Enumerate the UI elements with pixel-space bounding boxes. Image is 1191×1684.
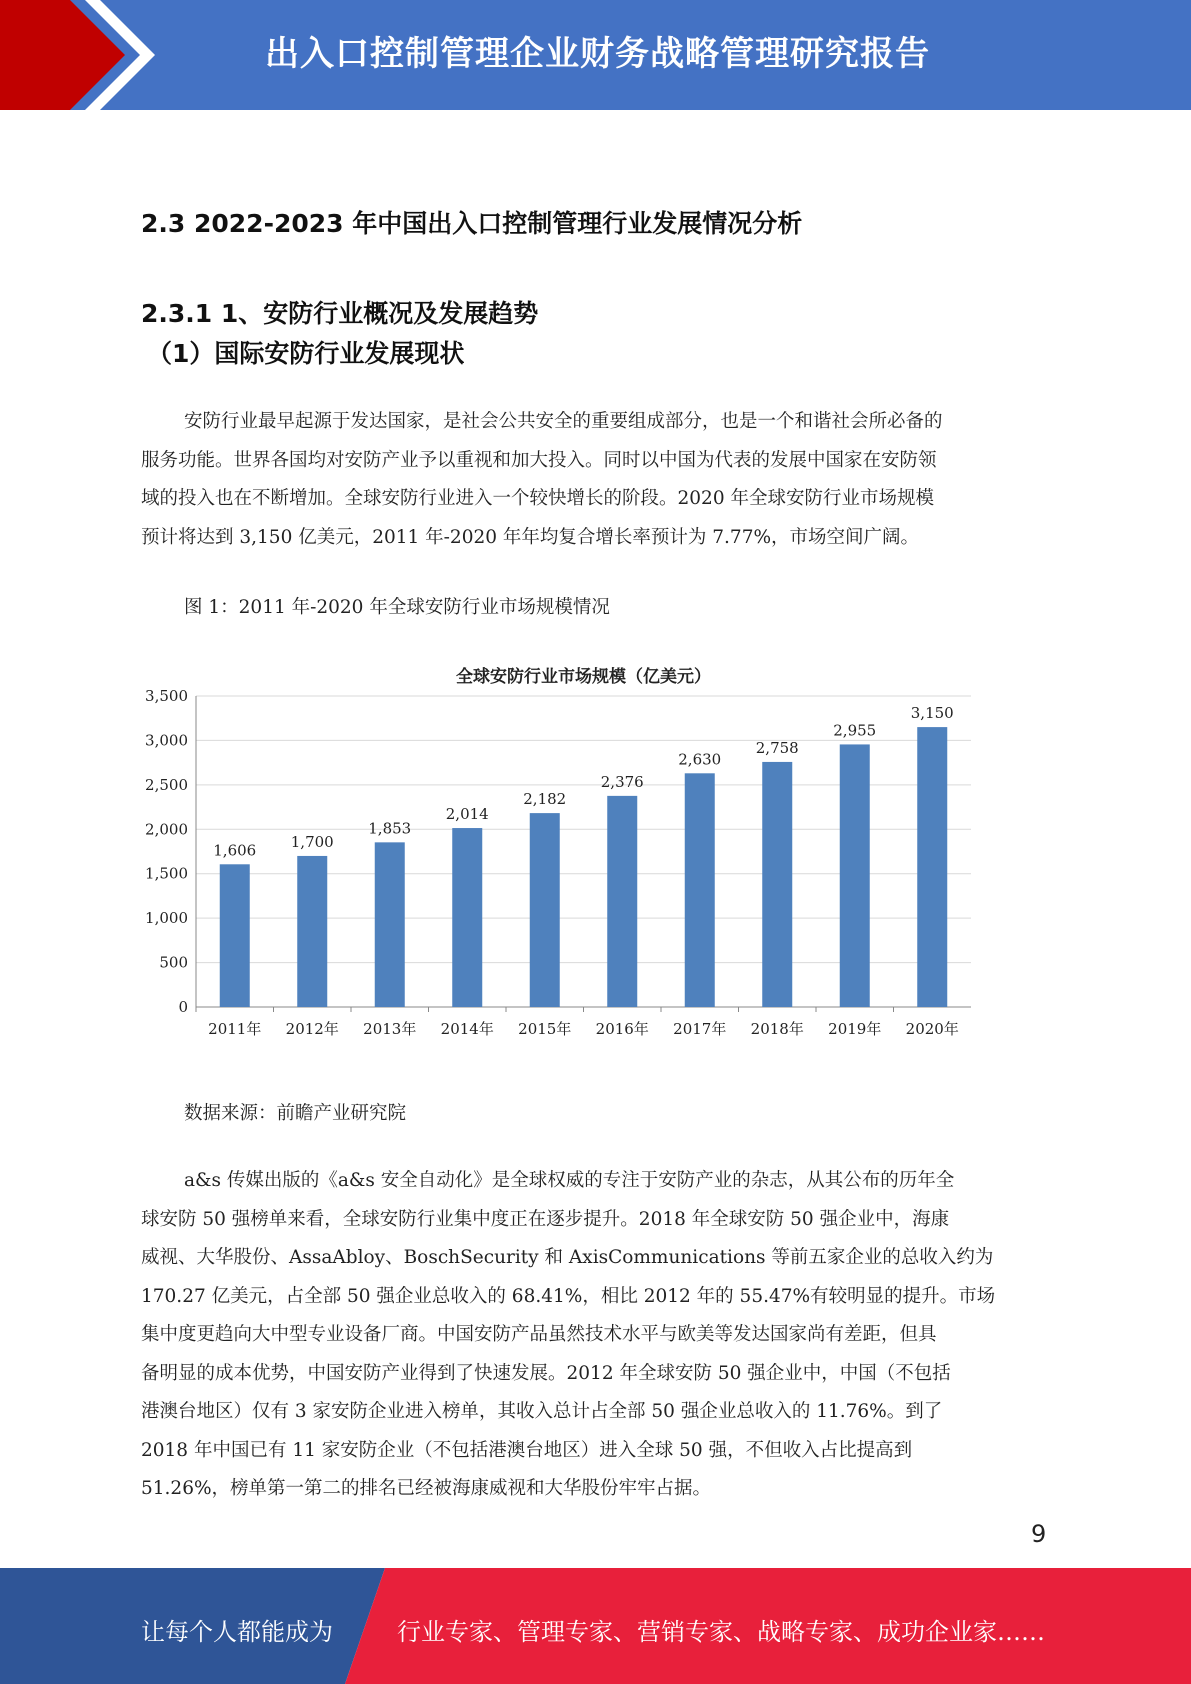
bar-value-label: 1,606 — [213, 841, 257, 860]
page-number: 9 — [1031, 1520, 1047, 1548]
bar-value-label: 1,853 — [368, 819, 412, 838]
x-tick-label: 2018年 — [750, 1020, 804, 1038]
paragraph-line: 安防行业最早起源于发达国家，是社会公共安全的重要组成部分，也是一个和谐社会所必备的 — [184, 411, 943, 432]
bar — [840, 744, 870, 1007]
footer-banner — [0, 1568, 1191, 1684]
section-heading-2-3-1: 2.3.1 1、安防行业概况及发展趋势 — [141, 299, 539, 328]
chart-canvas — [141, 655, 981, 1055]
bar — [685, 773, 715, 1007]
paragraph-line: 集中度更趋向大中型专业设备厂商。中国安防产品虽然技术水平与欧美等发达国家尚有差距，但具 — [141, 1324, 937, 1345]
x-tick-label: 2016年 — [595, 1020, 649, 1038]
bar — [375, 842, 405, 1007]
bar — [530, 813, 560, 1007]
bar-value-label: 2,376 — [600, 772, 644, 791]
bar-value-label: 2,630 — [678, 750, 722, 769]
bar — [762, 762, 792, 1007]
bar-chart — [141, 655, 981, 1055]
x-tick-label: 2012年 — [285, 1020, 339, 1038]
header-arrow-decoration — [0, 0, 160, 110]
footer-slogan-left: 让每个人都能成为 — [141, 1618, 333, 1646]
paragraph-line: 预计将达到 3,150 亿美元，2011 年-2020 年年均复合增长率预计为 7.77%，市场空间广阔。 — [141, 526, 920, 548]
y-tick-label: 0 — [178, 998, 188, 1016]
bar-value-label: 2,014 — [445, 805, 489, 824]
report-title: 出入口控制管理企业财务战略管理研究报告 — [265, 34, 930, 74]
header-banner — [0, 0, 1191, 110]
y-tick-label: 1,500 — [145, 864, 188, 883]
paragraph-line: 170.27 亿美元，占全部 50 强企业总收入的 68.41%，相比 2012 年的 55.47%有较明显的提升。市场 — [141, 1285, 996, 1307]
paragraph-ranking — [141, 1162, 1046, 1509]
paragraph-line: a&s 传媒出版的《a&s 安全自动化》是全球权威的专注于安防产业的杂志，从其公布的历年全 — [184, 1170, 955, 1191]
bar — [452, 828, 482, 1007]
x-tick-label: 2015年 — [518, 1020, 572, 1038]
paragraph-line: 威视、大华股份、AssaAbloy、BoschSecurity 和 AxisCommunications 等前五家企业的总收入约为 — [141, 1247, 994, 1268]
y-tick-label: 2,500 — [145, 775, 188, 794]
y-tick-label: 2,000 — [145, 820, 188, 839]
y-tick-label: 1,000 — [145, 909, 188, 928]
paragraph-line: 备明显的成本优势，中国安防产业得到了快速发展。2012 年全球安防 50 强企业中，中国（不包括 — [141, 1362, 951, 1384]
x-tick-label: 2020年 — [905, 1020, 959, 1038]
bar — [297, 856, 327, 1007]
paragraph-line: 2018 年中国已有 11 家安防企业（不包括港澳台地区）进入全球 50 强，不但收入占比提高到 — [141, 1439, 913, 1461]
bar — [917, 727, 947, 1007]
subsection-heading: （1）国际安防行业发展现状 — [147, 339, 465, 368]
bar — [220, 864, 250, 1007]
paragraph-line: 服务功能。世界各国均对安防产业予以重视和加大投入。同时以中国为代表的发展中国家在安防领 — [141, 449, 937, 471]
footer-slogan-right: 行业专家、管理专家、营销专家、战略专家、成功企业家…… — [397, 1618, 1045, 1646]
paragraph-line: 域的投入也在不断增加。全球安防行业进入一个较快增长的阶段。2020 年全球安防行业市场规模 — [141, 488, 934, 509]
data-source-note: 数据来源：前瞻产业研究院 — [184, 1103, 407, 1124]
x-tick-label: 2017年 — [673, 1020, 727, 1038]
y-tick-label: 500 — [159, 953, 188, 972]
section-heading-2-3: 2.3 2022-2023 年中国出入口控制管理行业发展情况分析 — [141, 209, 803, 238]
bar-value-label: 2,955 — [833, 721, 877, 740]
chart-title: 全球安防行业市场规模（亿美元） — [456, 667, 711, 687]
paragraph-intro — [141, 403, 1046, 557]
paragraph-line: 51.26%，榜单第一第二的排名已经被海康威视和大华股份牢牢占据。 — [141, 1478, 712, 1499]
x-tick-label: 2011年 — [208, 1020, 262, 1038]
x-tick-label: 2013年 — [363, 1020, 417, 1038]
paragraph-line: 球安防 50 强榜单来看，全球安防行业集中度正在逐步提升。2018 年全球安防 50 强企业中，海康 — [141, 1208, 950, 1230]
x-tick-label: 2014年 — [440, 1020, 494, 1038]
y-tick-label: 3,000 — [145, 731, 188, 750]
y-tick-label: 3,500 — [145, 687, 188, 705]
bar-value-label: 1,700 — [290, 832, 334, 851]
bar-value-label: 2,182 — [523, 790, 567, 809]
x-tick-label: 2019年 — [828, 1020, 882, 1038]
bar-value-label: 3,150 — [910, 704, 954, 723]
bar-value-label: 2,758 — [755, 738, 799, 757]
paragraph-line: 港澳台地区）仅有 3 家安防企业进入榜单，其收入总计占全部 50 强企业总收入的 11.76%。到了 — [141, 1401, 943, 1422]
bar — [607, 796, 637, 1007]
figure-caption: 图 1：2011 年-2020 年全球安防行业市场规模情况 — [184, 597, 610, 618]
